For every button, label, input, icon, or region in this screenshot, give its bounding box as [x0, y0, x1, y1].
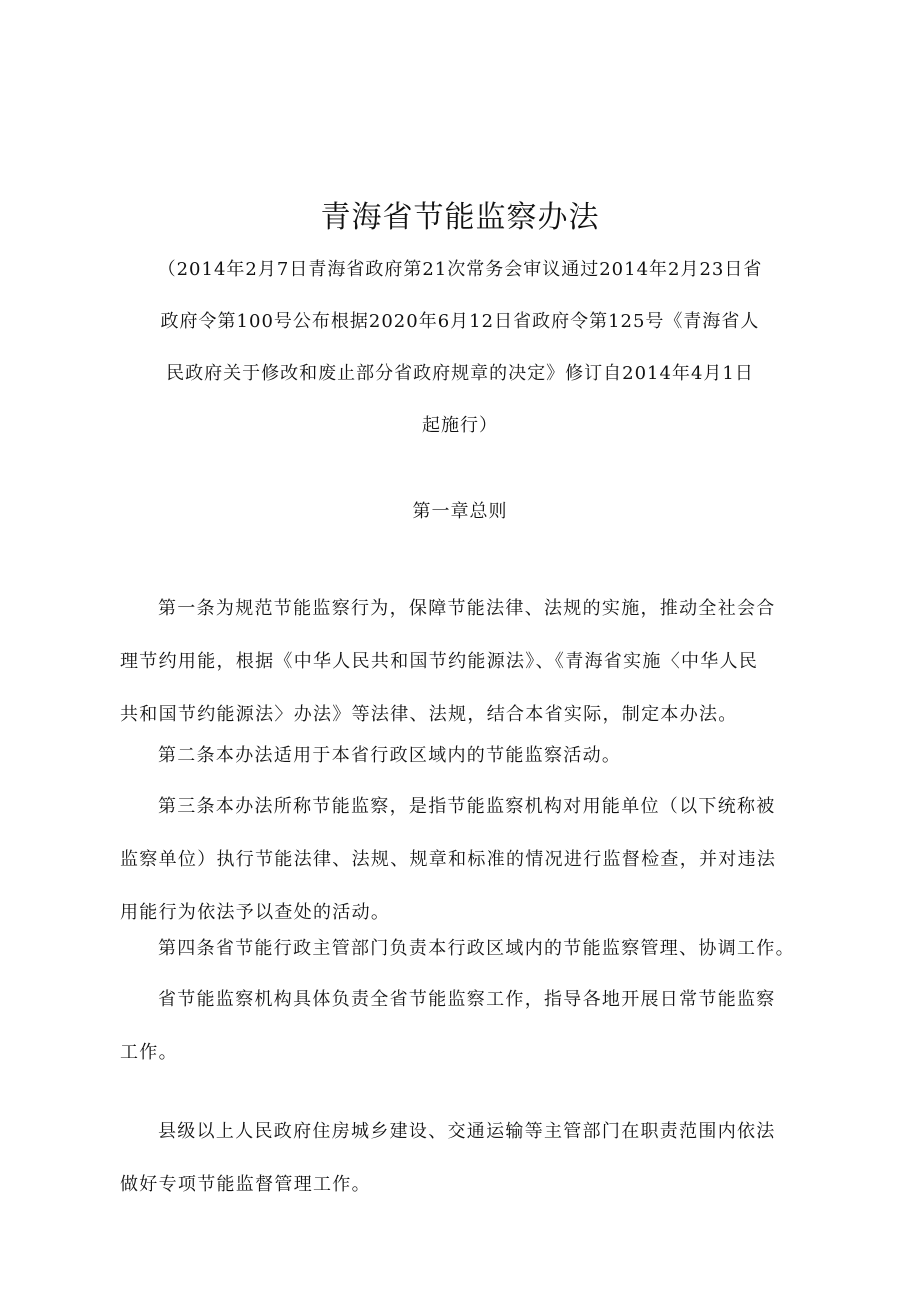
article-4-paragraph [120, 922, 810, 975]
paragraph-line: 第四条省节能行政主管部门负责本行政区域内的节能监察管理、协调工作。 [158, 938, 795, 959]
article-2-paragraph [120, 729, 810, 782]
paragraph-line: 工作。 [120, 1042, 178, 1063]
paragraph-line: 理节约用能，根据《中华人民共和国节约能源法》、《青海省实施〈中华人民 [120, 651, 759, 672]
paragraph-line: 第二条本办法适用于本省行政区域内的节能监察活动。 [158, 745, 622, 766]
subtitle-line: （2014年2月7日青海省政府第21次常务会审议通过2014年2月23日省 [157, 259, 763, 280]
paragraph-line: 共和国节约能源法〉办法》等法律、法规，结合本省实际，制定本办法。 [120, 704, 738, 725]
subtitle-line: 起施行） [422, 415, 498, 436]
paragraph-line: 省节能监察机构具体负责全省节能监察工作，指导各地开展日常节能监察 [158, 989, 776, 1010]
paragraph-line: 第一条为规范节能监察行为，保障节能法律、法规的实施，推动全社会合 [158, 598, 776, 619]
county-departments-paragraph [120, 1105, 810, 1211]
paragraph-line: 用能行为依法予以查处的活动。 [120, 902, 391, 923]
paragraph-line: 第三条本办法所称节能监察，是指节能监察机构对用能单位（以下统称被 [158, 796, 776, 817]
subtitle-line: 政府令第100号公布根据2020年6月12日省政府令第125号《青海省人 [160, 311, 760, 332]
paragraph-line: 做好专项节能监督管理工作。 [120, 1174, 371, 1195]
supervision-agency-paragraph [120, 973, 810, 1079]
document-subtitle [130, 244, 790, 452]
paragraph-line: 县级以上人民政府住房城乡建设、交通运输等主管部门在职责范围内依法 [158, 1121, 776, 1142]
article-1-paragraph [120, 582, 810, 741]
subtitle-line: 民政府关于修改和废止部分省政府规章的决定》修订自2014年4月1日 [166, 363, 754, 384]
article-3-paragraph [120, 780, 810, 939]
chapter-heading: 第一章总则 [412, 501, 508, 522]
paragraph-line: 监察单位）执行节能法律、法规、规章和标准的情况进行监督检查，并对违法 [120, 849, 777, 870]
document-title: 青海省节能监察办法 [320, 200, 600, 235]
